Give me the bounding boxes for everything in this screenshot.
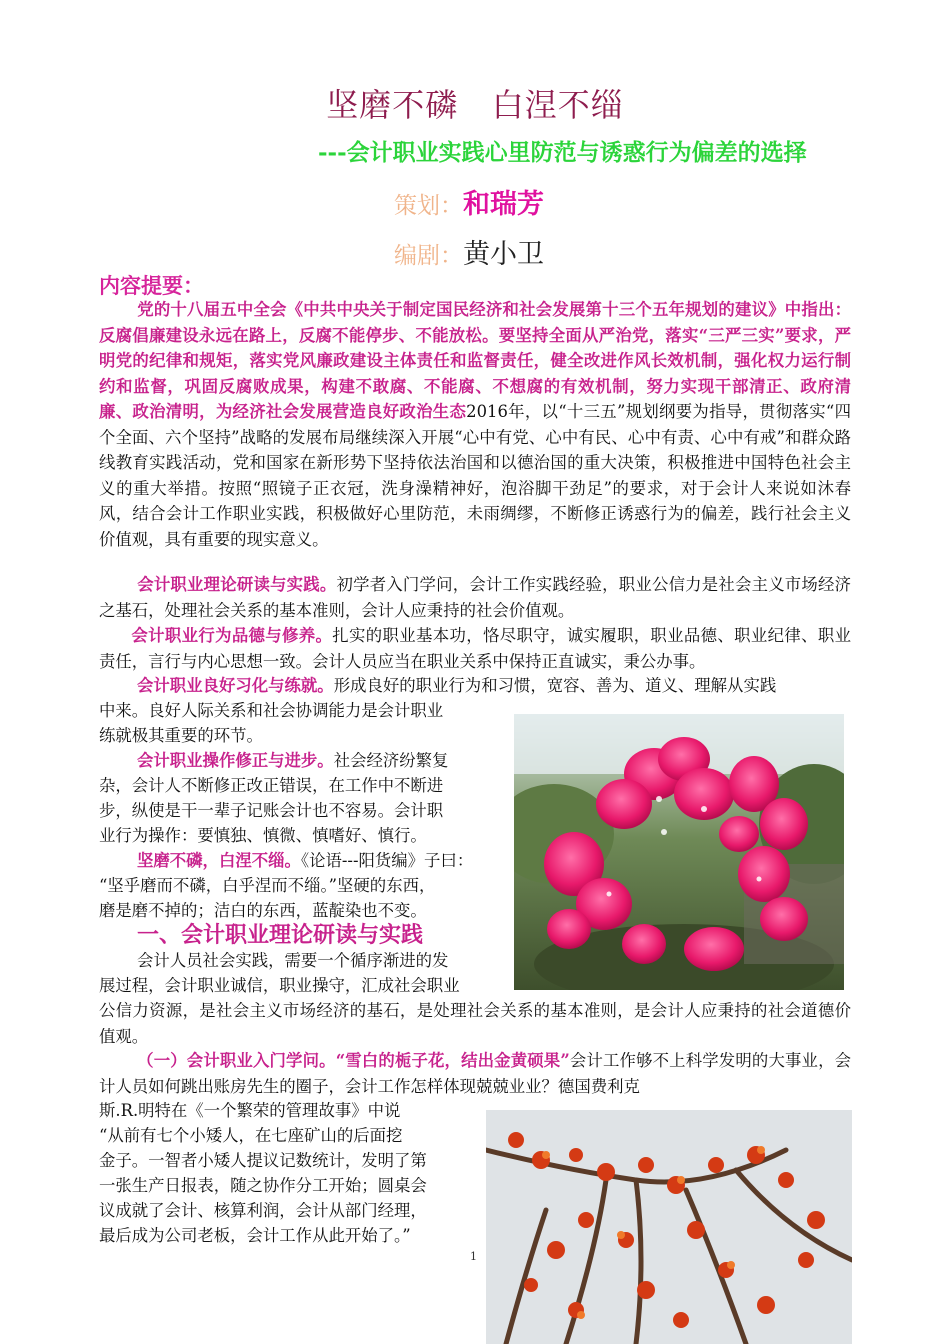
point-paragraph-4 xyxy=(99,748,509,774)
credit-label: 编剧： xyxy=(394,243,463,269)
point-head: 会计职业良好习化与练就。 xyxy=(137,676,334,695)
section1-paragraph: 公信力资源，是社会主义市场经济的基石，是处理社会关系的基本准则，是会计人应秉持的社会道德价值观。 xyxy=(99,1001,851,1046)
credit-planner xyxy=(394,182,544,221)
summary-plain-text: 2016年，以“十三五”规划纲要为指导，贯彻落实“四个全面、六个坚持”战略的发展布局继续深入开展“心中有党、心中有民、心中有责、心中有戒”和群众路线教育实践活动，党和国家在新形势下坚持依法治国和以德治国的重大决策，积极推进中国特色社会主义的重大举措。按照“照镜子正衣冠，洗身澡精神好，泡浴脚干劲足”的要求，对于会计人来说如沐春风，结合会计工作职业实践，积极做好心里防范，未雨绸缪，不断修正诱惑行为的偏差，践行社会主义价值观，具有重要的现实意义。 xyxy=(99,402,851,549)
point-head: 会计职业操作修正与进步。 xyxy=(137,751,334,770)
point-body: 扎实的职业基本功，恪尽职守，诚实履职，职业品德、职业纪律、职业责任，言行与内心思想一致。会计人员应当在职业关系中保持正直诚实，秉公办事。 xyxy=(99,626,852,671)
point-paragraph-3 xyxy=(99,673,851,699)
credit-label: 策划： xyxy=(394,193,463,219)
kapok-flowers-photo xyxy=(486,1110,852,1344)
point-body: 形成良好的职业行为和习惯，宽容、善为、道义、理解从实践 xyxy=(333,676,777,695)
point-4-line: 步，纵使是干一辈子记账会计也不容易。会计职 xyxy=(99,801,444,820)
point-5-line: 磨是磨不掉的；洁白的东西，蓝靛染也不变。 xyxy=(99,901,427,920)
point-body: 《论语---阳货编》子曰： xyxy=(300,851,474,870)
subsection-head: （一）会计职业入门学问。 xyxy=(137,1051,336,1070)
subsection-line: 一张生产日报表，随之协作分工开始；圆桌会 xyxy=(99,1176,427,1195)
point-head: 会计职业行为品德与修养。 xyxy=(131,626,333,645)
page-subtitle: ---会计职业实践心里防范与诱惑行为偏差的选择 xyxy=(318,139,807,166)
point-4-line: 杂，会计人不断修正改正错误，在工作中不断进 xyxy=(99,776,444,795)
point-paragraph-2 xyxy=(99,623,851,674)
summary-bold-text: 党的十八届五中全会《中共中央关于制定国民经济和社会发展第十三个五年规划的建议》中指出：反腐倡廉建设永远在路上，反腐不能停步、不能放松。要坚持全面从严治党，落实“三严三实”要求，严明党的纪律和规矩，落实党风廉政建设主体责任和监督责任，健全改进作风长效机制，强化权力运行制约和监督，巩固反腐败成果，构建不敢腐、不能腐、不想腐的有效机制，努力实现干部清正、政府清廉、政治清明，为经济社会发展营造良好政治生态 xyxy=(99,300,851,421)
section1-line: 会计人员社会实践，需要一个循序渐进的发 xyxy=(137,951,449,970)
credit-name: 和瑞芳 xyxy=(463,189,544,220)
page-number: 1 xyxy=(470,1250,477,1263)
subsection-line: 金子。一智者小矮人提议记数统计，发明了第 xyxy=(99,1151,427,1170)
subsection-line: “从前有七个小矮人，在七座矿山的后面挖 xyxy=(99,1126,403,1145)
point-body: 社会经济纷繁复 xyxy=(333,751,449,770)
subsection-1-paragraph xyxy=(99,1048,851,1099)
point-head: 坚磨不磷，白涅不缁。 xyxy=(137,851,301,870)
point-4-line: 业行为操作：要慎独、慎微、慎嗜好、慎行。 xyxy=(99,826,427,845)
point-paragraph-1 xyxy=(99,572,851,623)
summary-paragraph xyxy=(99,297,851,552)
subsection-line: 最后成为公司老板，会计工作从此开始了。” xyxy=(99,1226,411,1245)
subsection-line: 斯.R.明特在《一个繁荣的管理故事》中说 xyxy=(99,1101,401,1120)
point-5-line: “坚乎磨而不磷，白乎涅而不缁。”坚硬的东西， xyxy=(99,876,436,895)
section-heading-1: 一、会计职业理论研读与实践 xyxy=(137,922,424,948)
point-3-line-3: 练就极其重要的环节。 xyxy=(99,726,263,745)
subsection-line: 议成就了会计、核算利润，会计从部门经理， xyxy=(99,1201,427,1220)
summary-heading: 内容提要： xyxy=(99,273,204,298)
credit-writer xyxy=(394,232,544,271)
point-3-line-2: 中来。良好人际关系和社会协调能力是会计职业 xyxy=(99,701,444,720)
subsection-body: 会计工作够不上科学发明的大事业，会计人员如何跳出账房先生的圈子，会计工作怎样体现兢兢业业？德国费利克 xyxy=(99,1051,852,1096)
point-head: 会计职业理论研读与实践。 xyxy=(137,575,337,594)
subsection-quote: “雪白的栀子花，结出金黄硕果” xyxy=(335,1051,570,1070)
credit-name: 黄小卫 xyxy=(463,239,544,270)
bougainvillea-photo xyxy=(514,714,844,990)
section1-line: 展过程，会计职业诚信，职业操守，汇成社会职业 xyxy=(99,976,460,995)
page-title: 坚磨不磷 白涅不缁 xyxy=(326,86,624,124)
point-body: 初学者入门学问，会计工作实践经验，职业公信力是社会主义市场经济之基石，处理社会关系的基本准则，会计人应秉持的社会价值观。 xyxy=(99,575,852,620)
point-paragraph-5 xyxy=(99,848,514,874)
